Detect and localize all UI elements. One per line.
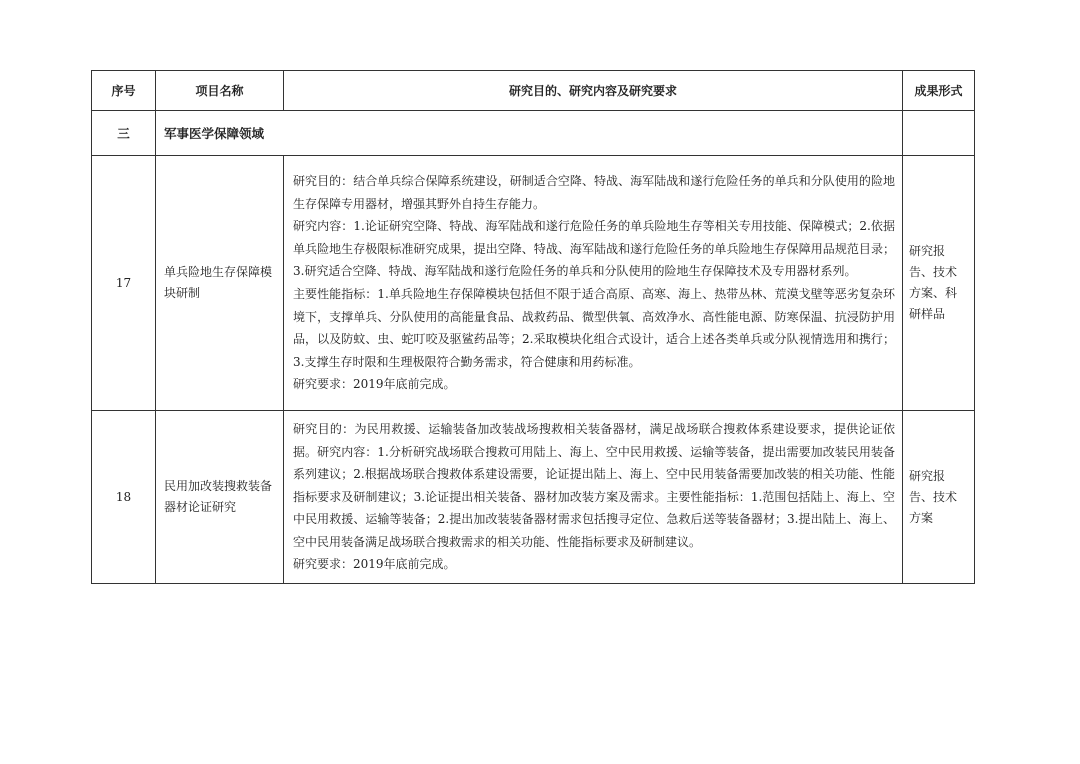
row-research-content (284, 156, 903, 411)
research-requirement: 研究要求：2019年底前完成。 (293, 377, 456, 392)
row-number: 18 (92, 411, 156, 584)
research-content: 研究内容：1.论证研究空降、特战、海军陆战和遂行危险任务的单兵险地生存等相关专用技能、保障模式；2.依据单兵险地生存极限标准研究成果，提出空降、特战、海军陆战和遂行危险任务的单兵险地生存保障用品规范目录；3.研究适合空降、特战、海军陆战和遂行危险任务的单兵和分队使用的险地生存保障技术及专用器材系列。 (293, 219, 895, 279)
row-research-content (284, 411, 903, 584)
performance-indicators: 主要性能指标：1.单兵险地生存保障模块包括但不限于适合高原、高寒、海上、热带丛林、荒漠戈壁等恶劣复杂环境下，支撑单兵、分队使用的高能量食品、战救药品、微型供氧、高效净水、高性能电源、防寒保温、抗浸防护用品，以及防蚊、虫、蛇叮咬及驱鲨药品等；2.采取模块化组合式设计，适合上述各类单兵或分队视情选用和携行；3.支撑生存时限和生理极限符合勤务需求，符合健康和用药标准。 (293, 287, 895, 369)
header-output-form: 成果形式 (903, 71, 975, 111)
header-number: 序号 (92, 71, 156, 111)
research-purpose: 研究目的：结合单兵综合保障系统建设，研制适合空降、特战、海军陆战和遂行危险任务的单兵和分队使用的险地生存保障专用器材，增强其野外自持生存能力。 (293, 174, 895, 211)
research-purpose-content-indicators: 研究目的：为民用救援、运输装备加改装战场搜救相关装备器材，满足战场联合搜救体系建设要求，提供论证依据。研究内容：1.分析研究战场联合搜救可用陆上、海上、空中民用救援、运输等装备，提出需要加改装民用装备系列建议；2.根据战场联合搜救体系建设需要，论证提出陆上、海上、空中民用装备需要加改装的相关功能、性能指标要求及研制建议；3.论证提出相关装备、器材加改装方案及需求。主要性能指标：1.范围包括陆上、海上、空中民用救援、运输等装备；2.提出加改装装备器材需求包括搜寻定位、急救后送等装备器材；3.提出陆上、海上、空中民用装备满足战场联合搜救需求的相关功能、性能指标要求及研制建议。 (293, 421, 895, 549)
table-row (92, 411, 975, 584)
header-project-name: 项目名称 (156, 71, 284, 111)
row-project-name: 单兵险地生存保障模块研制 (156, 156, 284, 411)
table-header-row (92, 71, 975, 111)
row-number: 17 (92, 156, 156, 411)
row-output-form: 研究报告、技术方案 (903, 411, 975, 584)
section-title: 军事医学保障领域 (156, 111, 903, 156)
row-project-name: 民用加改装搜救装备器材论证研究 (156, 411, 284, 584)
row-output-form: 研究报告、技术方案、科研样品 (903, 156, 975, 411)
table-row (92, 156, 975, 411)
research-requirement: 研究要求：2019年底前完成。 (293, 557, 456, 572)
section-row (92, 111, 975, 156)
header-research-content: 研究目的、研究内容及研究要求 (284, 71, 903, 111)
section-number: 三 (92, 111, 156, 156)
project-table (91, 70, 975, 584)
section-empty-cell (903, 111, 975, 156)
